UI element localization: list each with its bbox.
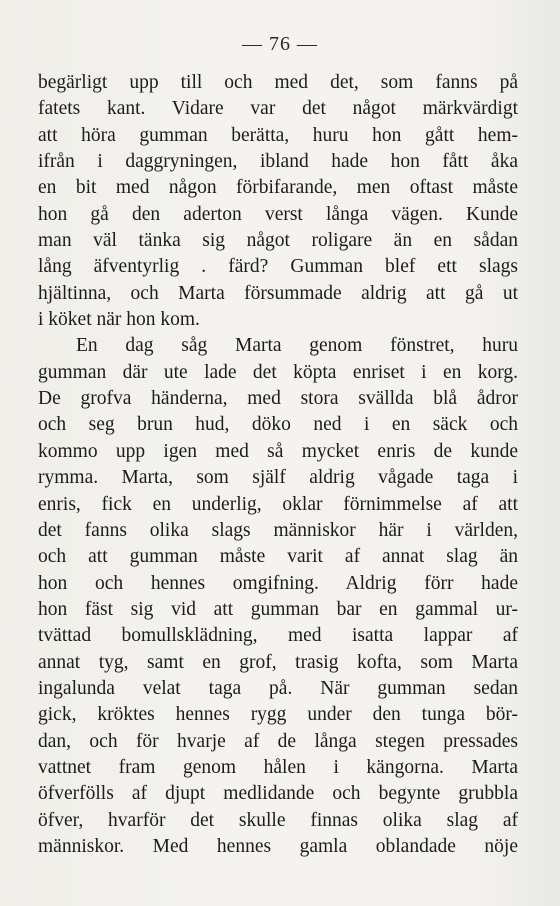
text-line: hon och hennes omgifning. Aldrig förr hade: [38, 572, 518, 594]
text-line: ifrån i daggryningen, ibland hade hon fått åka: [38, 151, 518, 173]
text-line: begärligt upp till och med det, som fanns på: [38, 72, 518, 93]
text-line: kommo upp igen med så mycket enris de kunde: [38, 440, 518, 462]
text-line: enris, fick en underlig, oklar förnimmelse af att: [38, 493, 518, 515]
text-line: och seg brun hud, döko ned i en säck och: [38, 414, 518, 436]
text-line: att höra gumman berätta, huru hon gått hem-: [38, 124, 518, 146]
text-line: en bit med någon förbifarande, men oftast måste: [38, 177, 518, 199]
text-line: hjältinna, och Marta försummade aldrig att gå ut: [38, 282, 518, 304]
text-line: gumman där ute lade det köpta enriset i en korg.: [38, 361, 518, 383]
text-line: rymma. Marta, som själf aldrig vågade taga i: [38, 467, 518, 489]
text-line: ingalunda velat taga på. När gumman sedan: [38, 677, 518, 699]
text-line: hon gå den aderton verst långa vägen. Kunde: [38, 203, 518, 225]
text-line: dan, och för hvarje af de långa stegen pressades: [38, 730, 518, 752]
paragraph-end-line: i köket när hon kom.: [38, 309, 200, 331]
body-text: [38, 70, 518, 860]
text-line: och att gumman måste varit af annat slag än: [38, 546, 518, 568]
text-line: fatets kant. Vidare var det något märkvärdigt: [38, 98, 518, 120]
text-line: människor. Med hennes gamla oblandade nöje: [38, 835, 518, 857]
text-line: annat tyg, samt en grof, trasig kofta, som Marta: [38, 651, 518, 673]
text-line: gick, kröktes hennes rygg under den tunga bör-: [38, 704, 518, 726]
text-line: De grofva händerna, med stora svällda blå ådror: [38, 388, 518, 410]
text-line: vattnet fram genom hålen i kängorna. Marta: [38, 756, 518, 778]
text-line: det fanns olika slags människor här i världen,: [38, 519, 518, 541]
text-line: lång äfventyrlig . färd? Gumman blef ett slags: [38, 256, 518, 278]
text-line: tvättad bomullsklädning, med isatta lappar af: [38, 625, 518, 647]
paragraph-start-line: En dag såg Marta genom fönstret, huru: [76, 335, 518, 357]
text-line: man väl tänka sig något roligare än en sådan: [38, 230, 518, 252]
page-number: — 76 —: [242, 33, 318, 55]
text-line: hon fäst sig vid att gumman bar en gammal ur-: [38, 598, 518, 620]
text-line: öfverfölls af djupt medlidande och begynte grubbla: [38, 783, 518, 805]
text-line: öfver, hvarför det skulle finnas olika slag af: [38, 809, 518, 831]
